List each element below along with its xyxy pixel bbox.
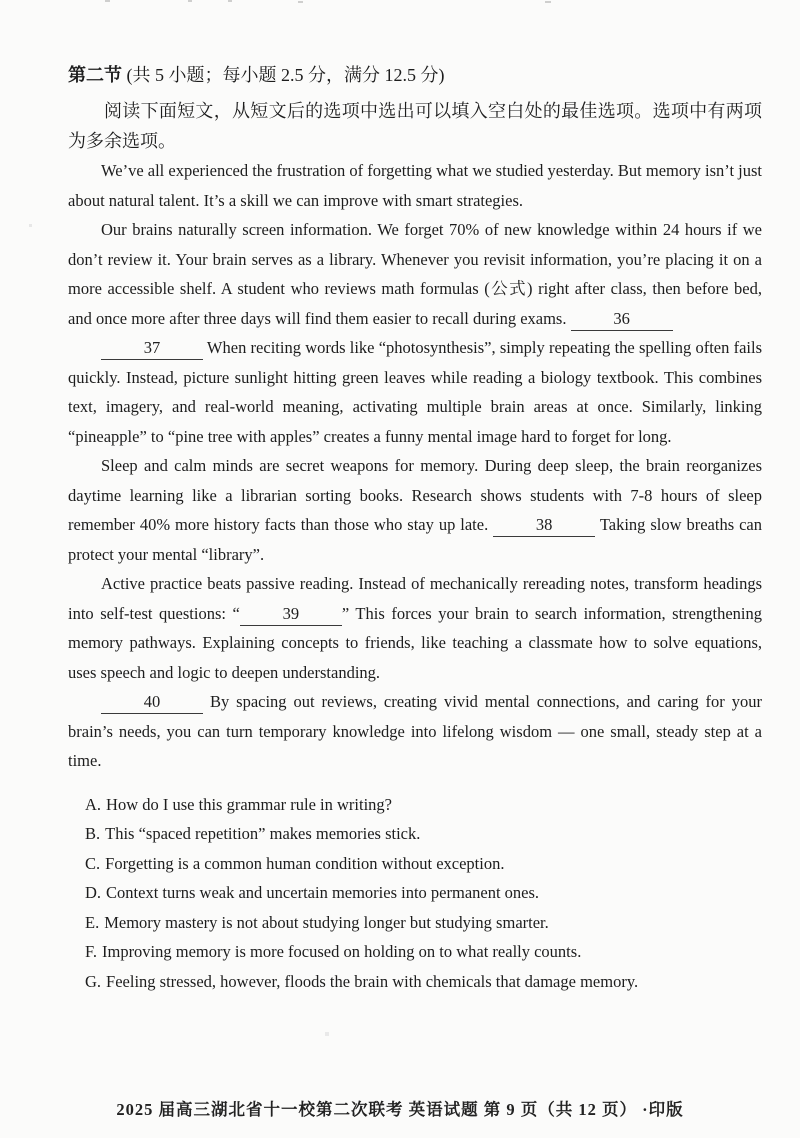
option-f xyxy=(85,937,762,967)
option-d xyxy=(85,878,762,908)
passage-paragraph xyxy=(68,215,762,333)
passage-text: By spacing out reviews, creating vivid mental connections, and caring for your brain’s needs, you can turn temporary knowledge into lifelong wisdom — one small, steady step at a time. xyxy=(68,692,762,770)
option-label: C. xyxy=(85,853,101,873)
option-e xyxy=(85,908,762,938)
blank-36: 36 xyxy=(571,309,673,331)
instructions-text: 阅读下面短文，从短文后的选项中选出可以填入空白处的最佳选项。选项中有两项为多余选项。 xyxy=(68,101,762,151)
blank-40: 40 xyxy=(101,692,203,714)
option-a xyxy=(85,790,762,820)
option-text: How do I use this grammar rule in writing? xyxy=(106,794,392,814)
passage-text: Taking slow breaths can protect your mental “library”. xyxy=(68,515,762,564)
passage xyxy=(68,156,762,776)
option-text: Memory mastery is not about studying longer but studying smarter. xyxy=(104,912,549,932)
passage-text: Our brains naturally screen information. We forget 70% of new knowledge within 24 hours if we don’t review it. Your brain serves as a library. Whenever you revisit information, you’re placing it on a more accessible shelf. A student who reviews math formulas (公式) right after class, then before bed, and once more after three days will find them easier to recall during exams. xyxy=(68,220,762,328)
passage-paragraph xyxy=(68,569,762,687)
passage-text: We’ve all experienced the frustration of forgetting what we studied yesterday. But memory isn’t just about natural talent. It’s a skill we can improve with smart strategies. xyxy=(68,161,762,210)
section-meta: (共 5 小题；每小题 2.5 分，满分 12.5 分) xyxy=(122,65,445,85)
blank-38: 38 xyxy=(493,515,595,537)
option-label: F. xyxy=(85,942,97,961)
passage-paragraph xyxy=(68,156,762,215)
section-title: 第二节 xyxy=(68,65,122,85)
blank-37: 37 xyxy=(101,338,203,360)
option-text: Forgetting is a common human condition without exception. xyxy=(105,853,505,873)
scan-artifact xyxy=(188,0,192,2)
option-label: G. xyxy=(85,971,102,991)
scan-artifact xyxy=(105,0,110,2)
scan-artifact xyxy=(325,1032,329,1036)
scan-artifact xyxy=(298,1,303,3)
option-label: E. xyxy=(85,912,100,932)
passage-text: Sleep and calm minds are secret weapons for memory. During deep sleep, the brain reorganizes daytime learning like a librarian sorting books. Research shows students with 7-8 hours of sleep remember 40% more history facts than those who stay up late. xyxy=(68,456,762,534)
scan-artifact xyxy=(228,0,232,2)
passage-paragraph xyxy=(68,451,762,569)
option-text: This “spaced repetition” makes memories stick. xyxy=(105,824,421,843)
scan-artifact xyxy=(29,224,32,227)
option-g xyxy=(85,967,762,997)
option-b xyxy=(85,819,762,849)
passage-text: When reciting words like “photosynthesis”, simply repeating the spelling often fails quickly. Instead, picture sunlight hitting green leaves while reading a biology textbook. This combines text, imagery, and real-world meaning, activating multiple brain areas at once. Similarly, linking “pineapple” to “pine tree with apples” creates a funny mental image hard to forget for long. xyxy=(68,338,762,446)
page-footer: 2025 届高三湖北省十一校第二次联考 英语试题 第 9 页（共 12 页） ·印版 xyxy=(116,1100,684,1119)
option-text: Feeling stressed, however, floods the brain with chemicals that damage memory. xyxy=(106,971,639,991)
option-label: A. xyxy=(85,794,102,814)
scan-artifact xyxy=(545,1,551,3)
passage-text: Active practice beats passive reading. Instead of mechanically rereading notes, transform headings into self-test questions: “ xyxy=(68,574,762,623)
passage-paragraph xyxy=(68,333,762,451)
section-header xyxy=(68,60,762,90)
option-c xyxy=(85,849,762,879)
passage-paragraph xyxy=(68,687,762,776)
passage-text: ” This forces your brain to search information, strengthening memory pathways. Explaining concepts to friends, like teaching a classmate how to solve equations, uses speech and logic to deepen understanding. xyxy=(68,603,762,682)
option-text: Improving memory is more focused on holding on to what really counts. xyxy=(101,942,582,961)
option-text: Context turns weak and uncertain memories into permanent ones. xyxy=(106,883,540,902)
option-label: D. xyxy=(85,883,102,902)
blank-39: 39 xyxy=(240,604,342,626)
options-list xyxy=(85,790,762,997)
option-label: B. xyxy=(85,824,101,843)
